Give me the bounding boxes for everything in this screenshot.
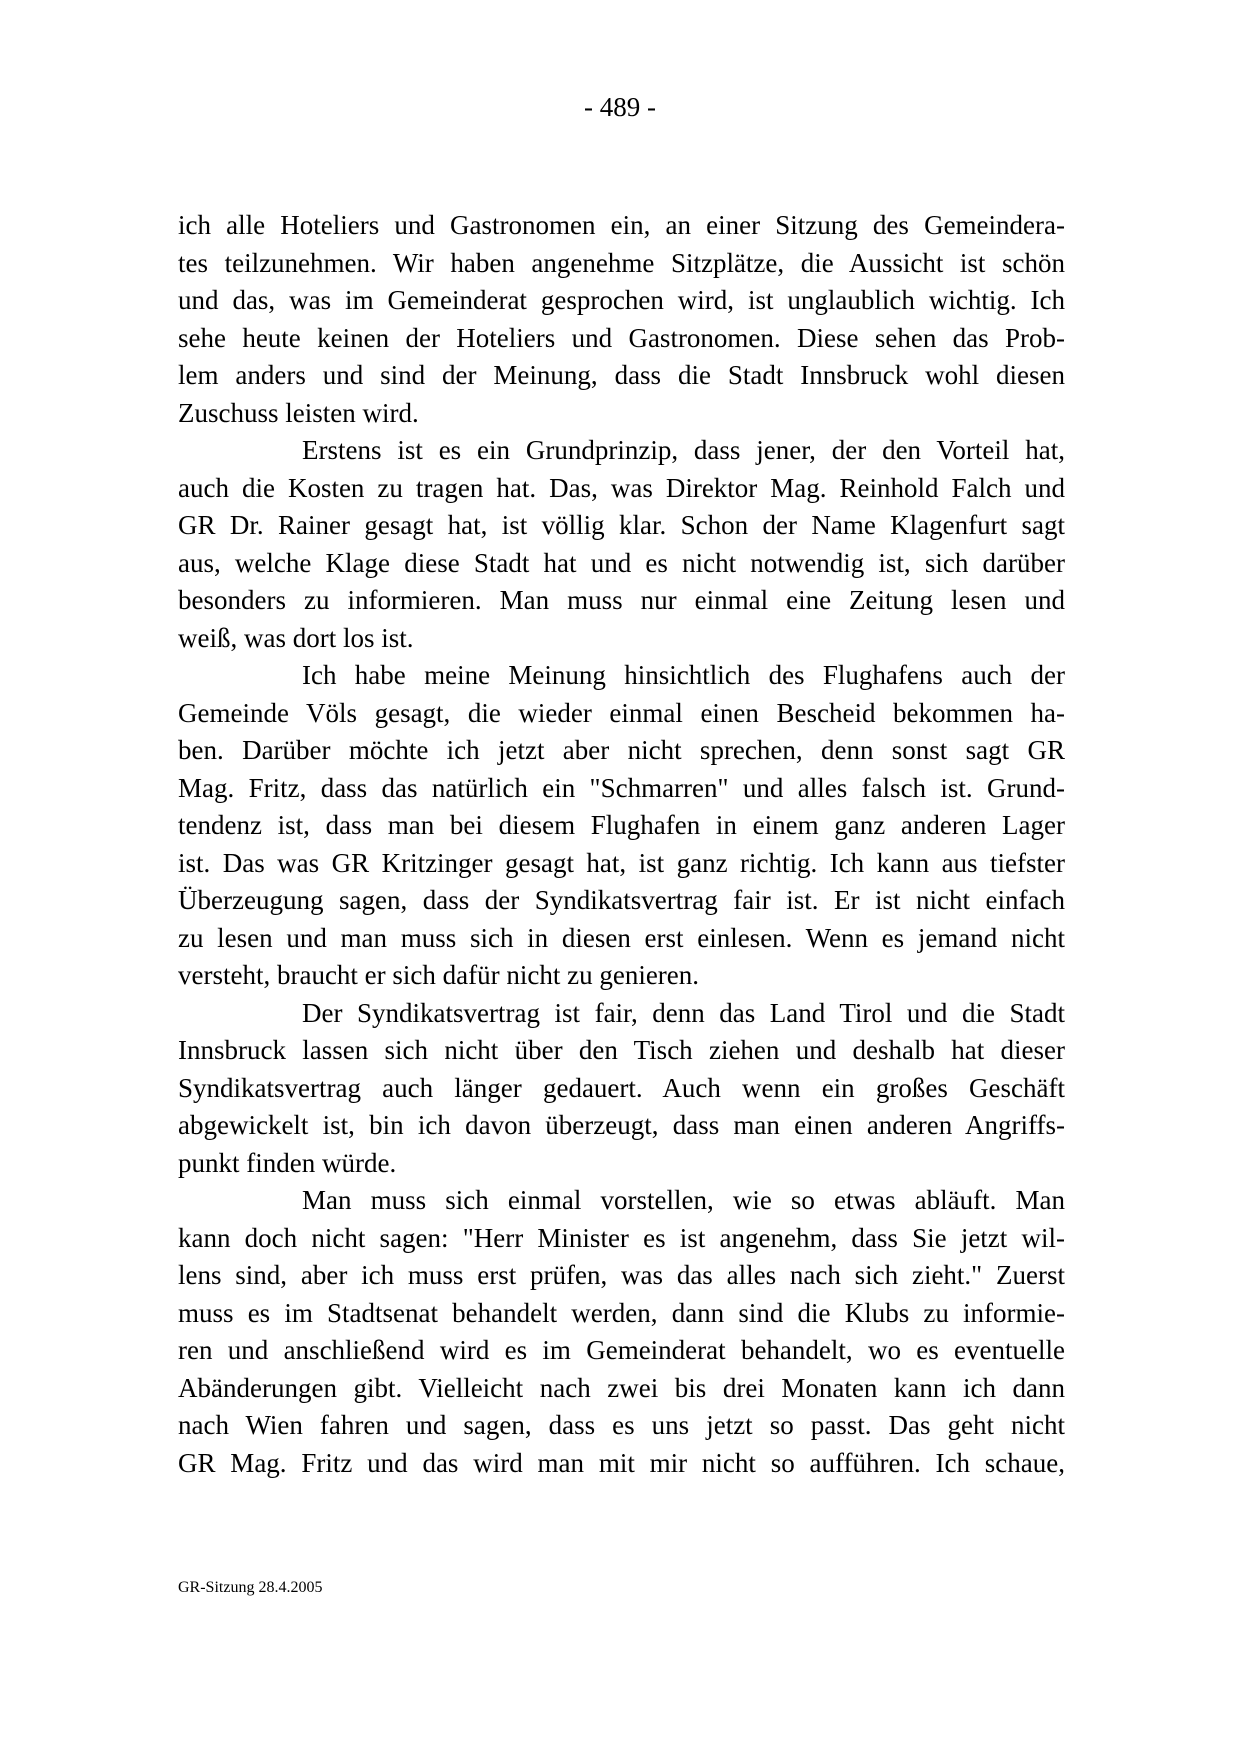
text-line: nach Wien fahren und sagen, dass es uns jetzt so passt. Das geht nicht: [178, 1410, 1065, 1440]
text-line: Überzeugung sagen, dass der Syndikatsvertrag fair ist. Er ist nicht einfach: [178, 885, 1065, 915]
text-line: lens sind, aber ich muss erst prüfen, was das alles nach sich zieht." Zuerst: [178, 1260, 1065, 1290]
text-line: Mag. Fritz, dass das natürlich ein "Schmarren" und alles falsch ist. Grund-: [178, 772, 1065, 803]
text-line: aus, welche Klage diese Stadt hat und es nicht notwendig ist, sich darüber: [178, 547, 1065, 578]
text-line: Erstens ist es ein Grundprinzip, dass jener, der den Vorteil hat,: [302, 435, 1065, 465]
text-line: ich alle Hoteliers und Gastronomen ein, an einer Sitzung des Gemeindera-: [178, 210, 1065, 240]
text-line: Ich habe meine Meinung hinsichtlich des Flughafens auch der: [302, 660, 1065, 690]
text-line: abgewickelt ist, bin ich davon überzeugt, dass man einen anderen Angriffs-: [178, 1110, 1065, 1140]
text-line: und das, was im Gemeinderat gesprochen wird, ist unglaublich wichtig. Ich: [178, 285, 1065, 315]
footer-session-date: GR-Sitzung 28.4.2005: [178, 1579, 323, 1596]
text-line: GR Dr. Rainer gesagt hat, ist völlig klar. Schon der Name Klagenfurt sagt: [178, 510, 1065, 540]
text-line: auch die Kosten zu tragen hat. Das, was Direktor Mag. Reinhold Falch und: [178, 472, 1065, 503]
text-line: ren und anschließend wird es im Gemeinderat behandelt, wo es eventuelle: [178, 1335, 1065, 1365]
text-line: tendenz ist, dass man bei diesem Flughafen in einem ganz anderen Lager: [178, 810, 1065, 840]
text-line: punkt finden würde.: [178, 1147, 397, 1178]
text-line: sehe heute keinen der Hoteliers und Gastronomen. Diese sehen das Prob-: [178, 322, 1065, 353]
body-text: [178, 207, 1065, 1482]
text-line: versteht, braucht er sich dafür nicht zu genieren.: [178, 960, 700, 990]
text-line: kann doch nicht sagen: "Herr Minister es ist angenehm, dass Sie jetzt wil-: [178, 1222, 1065, 1253]
text-line: zu lesen und man muss sich in diesen erst einlesen. Wenn es jemand nicht: [178, 922, 1065, 953]
text-line: tes teilzunehmen. Wir haben angenehme Sitzplätze, die Aussicht ist schön: [178, 247, 1065, 278]
text-line: besonders zu informieren. Man muss nur einmal eine Zeitung lesen und: [178, 585, 1065, 615]
text-line: Innsbruck lassen sich nicht über den Tisch ziehen und deshalb hat dieser: [178, 1035, 1065, 1065]
text-line: Gemeinde Völs gesagt, die wieder einmal einen Bescheid bekommen ha-: [178, 697, 1065, 728]
text-line: Syndikatsvertrag auch länger gedauert. Auch wenn ein großes Geschäft: [178, 1072, 1065, 1103]
text-line: muss es im Stadtsenat behandelt werden, dann sind die Klubs zu informie-: [178, 1297, 1065, 1328]
text-line: Der Syndikatsvertrag ist fair, denn das Land Tirol und die Stadt: [302, 997, 1065, 1028]
text-line: Abänderungen gibt. Vielleicht nach zwei bis drei Monaten kann ich dann: [178, 1372, 1065, 1403]
text-line: ben. Darüber möchte ich jetzt aber nicht sprechen, denn sonst sagt GR: [178, 735, 1065, 765]
page-number: - 489 -: [584, 92, 656, 122]
text-line: weiß, was dort los ist.: [178, 622, 414, 653]
text-line: lem anders und sind der Meinung, dass die Stadt Innsbruck wohl diesen: [178, 360, 1065, 390]
text-line: ist. Das was GR Kritzinger gesagt hat, ist ganz richtig. Ich kann aus tiefster: [178, 847, 1065, 878]
text-line: Zuschuss leisten wird.: [178, 397, 419, 428]
text-line: GR Mag. Fritz und das wird man mit mir nicht so aufführen. Ich schaue,: [178, 1447, 1065, 1478]
text-line: Man muss sich einmal vorstellen, wie so etwas abläuft. Man: [302, 1185, 1065, 1215]
